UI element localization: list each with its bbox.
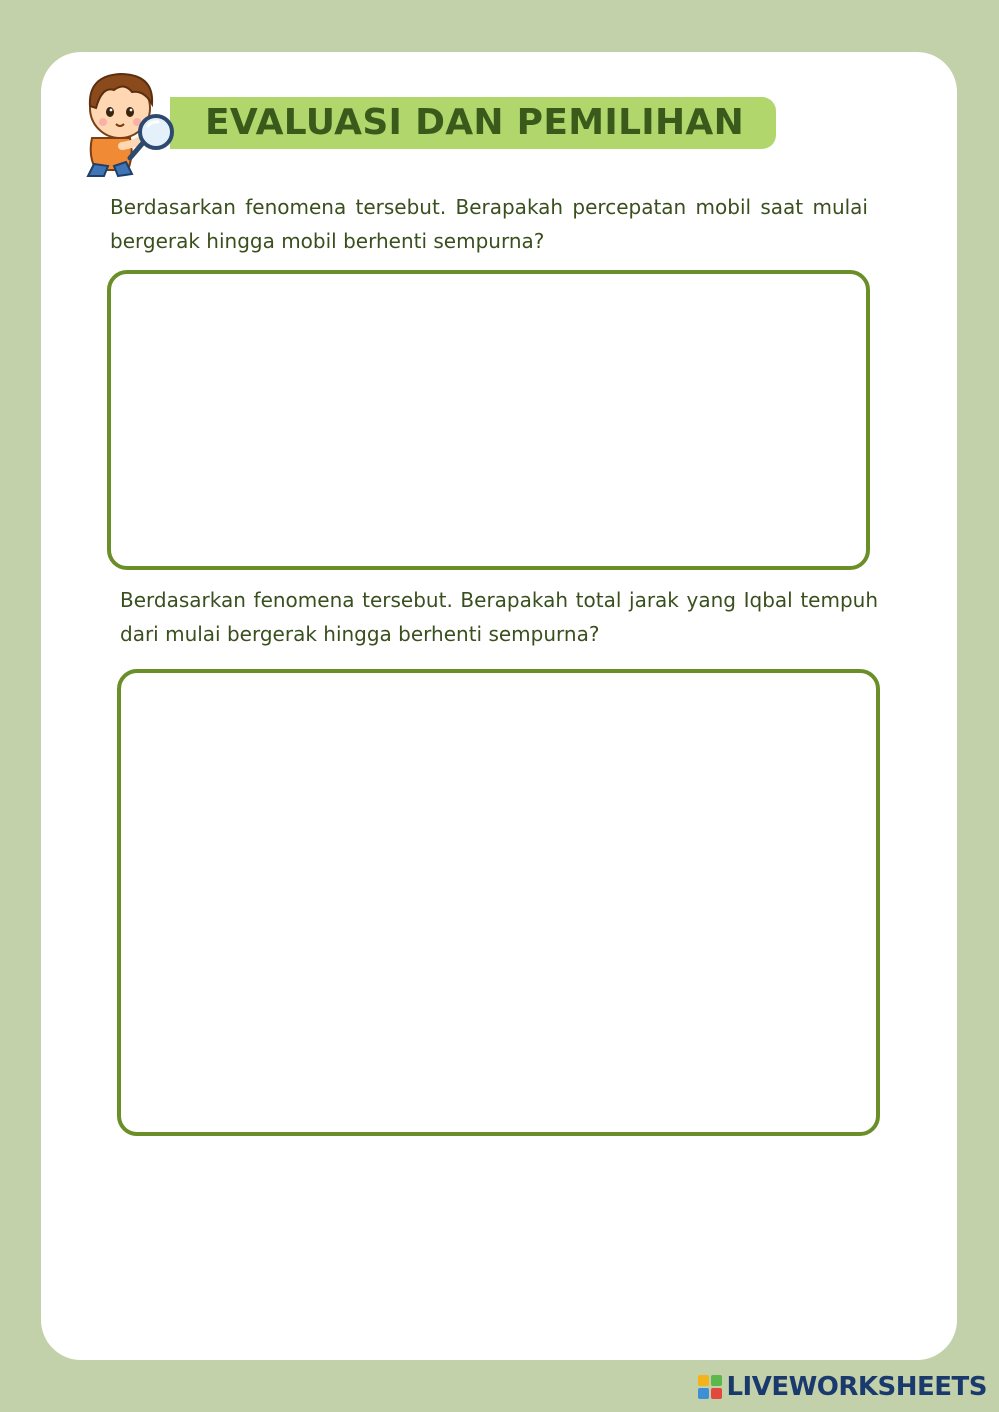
answer-box-1[interactable] <box>107 270 870 570</box>
brand-name: LIVEWORKSHEETS <box>726 1372 987 1402</box>
question-1-text: Berdasarkan fenomena tersebut. Berapakah percepatan mobil saat mulai bergerak hingga mobil berhenti sempurna? <box>110 195 868 253</box>
answer-box-2[interactable] <box>117 669 880 1136</box>
boy-with-magnifying-glass-icon <box>70 66 180 178</box>
brand-footer <box>697 1370 987 1404</box>
liveworksheets-logo-icon <box>697 1374 723 1400</box>
page-title: EVALUASI DAN PEMILIHAN <box>205 102 745 143</box>
question-2-text: Berdasarkan fenomena tersebut. Berapakah total jarak yang Iqbal tempuh dari mulai bergerak hingga berhenti sempurna? <box>120 588 878 646</box>
